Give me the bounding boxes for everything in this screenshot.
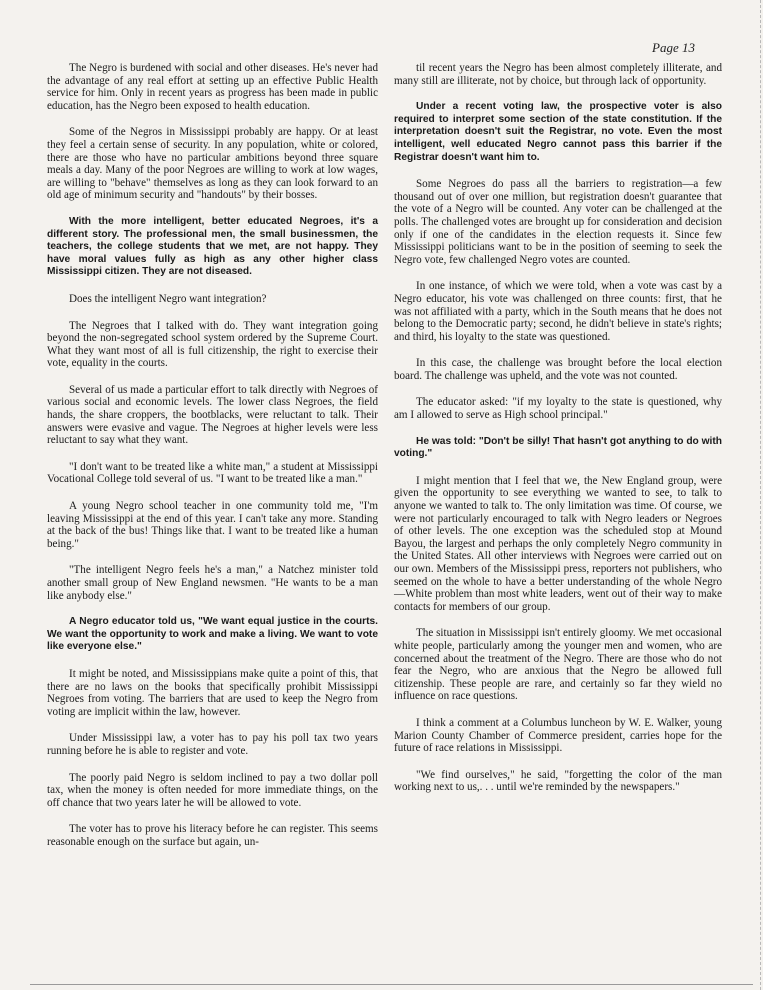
paragraph: Several of us made a particular effort to talk directly with Negroes of various social and economic levels. The lower class Negroes, the field hands, the share croppers, the bootblacks, were reluctant to talk. Their answers were evasive and vague. The Negroes at higher levels were less reluctant to say what they want. [47, 383, 378, 447]
scan-right-edge [759, 0, 761, 990]
paragraph: I think a comment at a Columbus luncheon by W. E. Walker, young Marion County Chamber of Commerce president, carries hope for the future of race relations in Mississippi. [394, 716, 722, 755]
right-column [394, 62, 722, 808]
paragraph: The voter has to prove his literacy before he can register. This seems reasonable enough on the surface but again, un- [47, 823, 378, 848]
paragraph: The poorly paid Negro is seldom inclined to pay a two dollar poll tax, when the money is often needed for more immediate things, on the off chance that two years later he will be allowed to vote. [47, 771, 378, 809]
page-number: Page 13 [652, 40, 695, 55]
paragraph: The educator asked: "if my loyalty to the state is questioned, why am I allowed to serve as High school principal." [394, 396, 722, 422]
paragraph: Some of the Negros in Mississippi probably are happy. Or at least they feel a certain sense of security. In any population, white or colored, there are those who have no particular ambitions beyond three square meals a day. Many of the poor Negroes are willing to work at low wages, are willing to "behave" themselves as long as they can look forward to an old age of minimum security and "handouts" by their bosses. [47, 126, 378, 202]
paragraph: A Negro educator told us, "We want equal justice in the courts. We want the opportunity to work and make a living. We want to vote like everyone else." [47, 616, 378, 653]
scan-bottom-rule [30, 984, 753, 985]
paragraph: Some Negroes do pass all the barriers to registration—a few thousand out of over one million, but registration doesn't guarantee that the vote of a Negro will be counted. Any voter can be challenged at the polls. The challenged votes are brought up for consideration and decision only if one of the candidates in the election requests it. Since few Mississippi politicians want to be in the position of seeming to seek the Negro vote, few challenged Negro votes are counted. [394, 178, 722, 266]
paragraph: Does the intelligent Negro want integration? [69, 292, 267, 305]
paragraph: In this case, the challenge was brought before the local election board. The challenge was upheld, and the vote was not counted. [394, 357, 722, 382]
left-column [47, 62, 378, 863]
paragraph: Under a recent voting law, the prospective voter is also required to interpret some section of the state constitution. If the interpretation doesn't suit the Registrar, no vote. Even the most intelligent, well educated Negro cannot pass this barrier if the Registrar doesn't want him to. [394, 101, 722, 163]
paragraph: With the more intelligent, better educated Negroes, it's a different story. The professional men, the small businessmen, the teachers, the college students that we met, are not happy. They have moral values fully as high as any other higher class Mississippi citizen. They are not diseased. [47, 215, 378, 278]
paragraph: In one instance, of which we were told, when a vote was cast by a Negro educator, his vote was challenged on three counts: first, that he was not affiliated with a party, which in the South means that he does not belong to the Democratic party; second, he didn't believe in state's rights; and third, his loyalty to the state was questioned. [394, 280, 722, 343]
paragraph: I might mention that I feel that we, the New England group, were given the opportunity to see everything we wanted to see, to talk to anyone we wanted to talk to. The only limitation was time. Of course, we were not particularly encouraged to talk with Negro leaders or Negroes of other levels. The one exception was the scheduled stop at Mound Bayou, the largest and perhaps the only completely Negro community in the United States. All other interviews with Negroes were carried out on our own. Members of the Mississippi press, reporters not publishers, who seemed on the whole to have a better understanding of the whole Negro—White problem than most white leaders, went out of their way to make contacts for members of our group. [394, 474, 722, 613]
paragraph: Under Mississippi law, a voter has to pay his poll tax two years running before he is able to register and vote. [47, 732, 378, 757]
paragraph: "We find ourselves," he said, "forgetting the color of the man working next to us,. . . until we're reminded by the newspapers." [394, 768, 722, 794]
paragraph: "The intelligent Negro feels he's a man," a Natchez minister told another small group of New England newsmen. "He wants to be a man like anybody else." [47, 564, 378, 602]
paragraph: The situation in Mississippi isn't entirely gloomy. We met occasional white people, particularly among the younger men and women, who are concerned about the treatment of the Negro. There are those who do not fear the Negro, who are anxious that the Negro be allowed full citizenship. These people are rare, and certainly so far they wield no influence on race questions. [394, 627, 722, 703]
paragraph: A young Negro school teacher in one community told me, "I'm leaving Mississippi at the end of this year. I can't take any more. Standing at the back of the bus! Things like that. I want to be treated like a human being." [47, 500, 378, 550]
paragraph: til recent years the Negro has been almost completely illiterate, and many still are illiterate, not by choice, but through lack of opportunity. [394, 62, 722, 87]
paragraph: It might be noted, and Mississippians make quite a point of this, that there are no laws on the books that specifically prohibit Mississippi Negroes from voting. The barriers that are used to keep the Negro from voting are implicit within the law, however. [47, 667, 378, 718]
paragraph: The Negroes that I talked with do. They want integration going beyond the non-segregated school system ordered by the Supreme Court. What they want most of all is full citizenship, the right to exercise their vote, equality in the courts. [47, 319, 378, 370]
paragraph: "I don't want to be treated like a white man," a student at Mississippi Vocational College told several of us. "I want to be treated like a man." [47, 460, 378, 486]
paragraph: The Negro is burdened with social and other diseases. He's never had the advantage of any real effort at setting up an effective Public Health service for him. Only in recent years as progress has been made in public education, has the Negro been exposed to health education. [47, 62, 378, 112]
paragraph: He was told: "Don't be silly! That hasn't got anything to do with voting." [394, 435, 722, 460]
